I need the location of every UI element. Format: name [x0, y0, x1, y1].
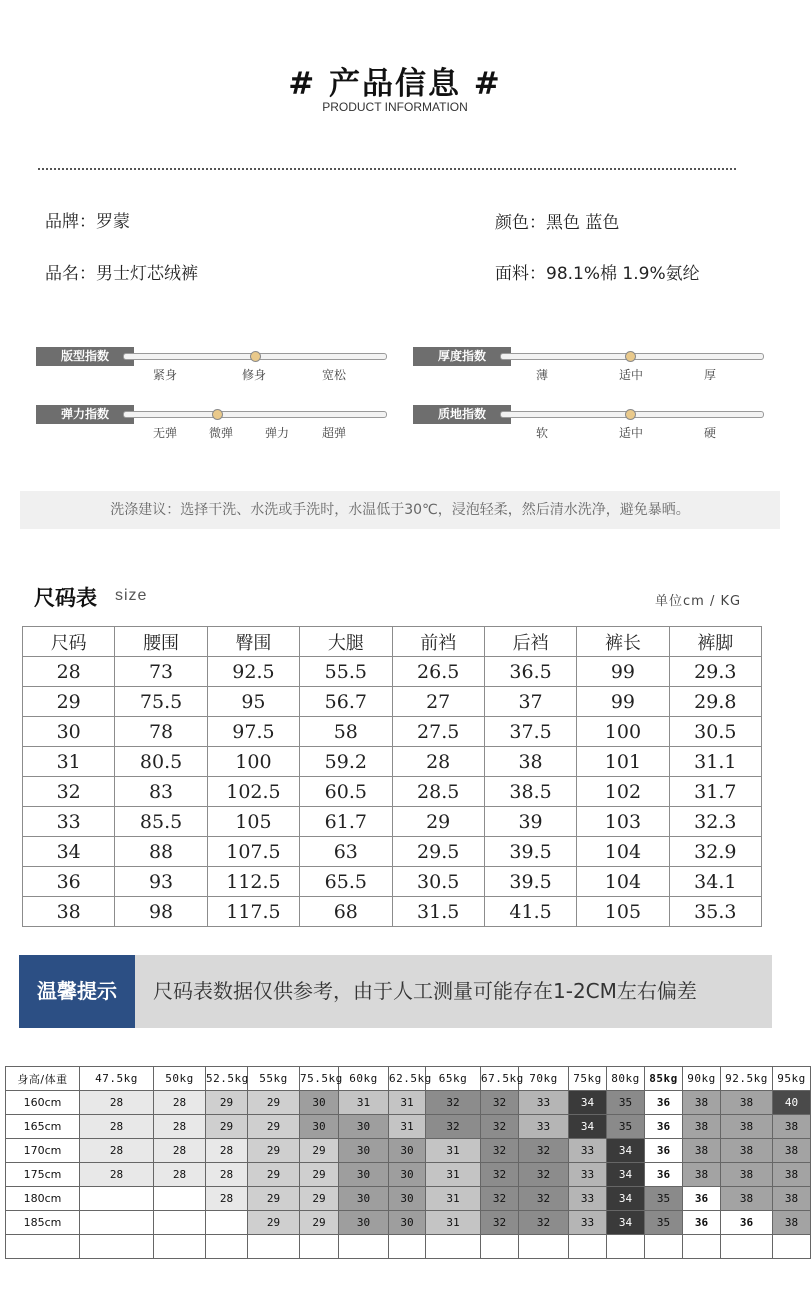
- column-header: 前裆: [392, 627, 484, 657]
- recommended-size-cell: 29: [248, 1163, 300, 1187]
- recommended-size-cell: 29: [248, 1091, 300, 1115]
- recommended-size-cell: 29: [206, 1115, 248, 1139]
- height-header: 165cm: [6, 1115, 80, 1139]
- recommended-size-cell: [683, 1235, 721, 1259]
- table-cell: 55.5: [300, 657, 392, 687]
- table-cell: 30: [23, 717, 115, 747]
- table-cell: 85.5: [115, 807, 207, 837]
- recommended-size-cell: 38: [721, 1091, 773, 1115]
- thickness-index-marker: [625, 351, 636, 362]
- recommended-size-cell: 32: [481, 1139, 519, 1163]
- recommended-size-cell: 34: [607, 1163, 645, 1187]
- table-row: [23, 897, 762, 927]
- recommended-size-cell: 38: [773, 1187, 811, 1211]
- recommended-size-cell: 30: [389, 1163, 426, 1187]
- recommended-size-cell: 36: [645, 1091, 683, 1115]
- recommended-size-cell: [300, 1235, 339, 1259]
- recommended-size-cell: 29: [248, 1139, 300, 1163]
- wash-advice: 洗涤建议：选择干洗、水洗或手洗时，水温低于30℃，浸泡轻柔，然后清水洗净，避免暴晒。: [20, 491, 780, 529]
- weight-header: 92.5kg: [721, 1067, 773, 1091]
- table-cell: 97.5: [207, 717, 299, 747]
- table-cell: 29.5: [392, 837, 484, 867]
- elasticity-index-label: 弹力指数: [36, 405, 134, 424]
- table-row: [23, 747, 762, 777]
- fit-index-marker: [250, 351, 261, 362]
- elasticity-tick: 微弹: [208, 426, 233, 440]
- recommended-size-cell: 30: [339, 1187, 389, 1211]
- recommended-size-cell: 34: [607, 1187, 645, 1211]
- table-cell: 59.2: [300, 747, 392, 777]
- table-cell: 100: [207, 747, 299, 777]
- size-chart-unit: 单位cm / KG: [655, 594, 742, 609]
- recommended-size-cell: 28: [154, 1115, 206, 1139]
- recommended-size-cell: [339, 1235, 389, 1259]
- table-cell: 29: [23, 687, 115, 717]
- table-cell: 34: [23, 837, 115, 867]
- recommended-size-cell: 32: [519, 1139, 569, 1163]
- recommended-size-cell: 38: [683, 1115, 721, 1139]
- table-cell: 83: [115, 777, 207, 807]
- table-cell: 101: [577, 747, 669, 777]
- recommended-size-cell: [645, 1235, 683, 1259]
- recommended-size-cell: 32: [481, 1187, 519, 1211]
- height-header: [6, 1235, 80, 1259]
- table-cell: 29.8: [669, 687, 761, 717]
- recommended-size-cell: 38: [683, 1091, 721, 1115]
- weight-header: 75.5kg: [300, 1067, 339, 1091]
- table-cell: 31.1: [669, 747, 761, 777]
- table-cell: 98: [115, 897, 207, 927]
- recommended-size-cell: 29: [248, 1187, 300, 1211]
- weight-header: 95kg: [773, 1067, 811, 1091]
- weight-header: 90kg: [683, 1067, 721, 1091]
- recommended-size-cell: 32: [519, 1187, 569, 1211]
- brand-info: 品牌：罗蒙: [45, 212, 130, 232]
- recommended-size-cell: [154, 1187, 206, 1211]
- table-cell: 26.5: [392, 657, 484, 687]
- recommended-size-cell: 38: [773, 1211, 811, 1235]
- table-cell: 61.7: [300, 807, 392, 837]
- table-cell: 93: [115, 867, 207, 897]
- recommended-size-cell: 28: [206, 1187, 248, 1211]
- page-subtitle: PRODUCT INFORMATION: [322, 100, 468, 114]
- column-header: 腰围: [115, 627, 207, 657]
- size-table: [22, 626, 762, 927]
- weight-header: 70kg: [519, 1067, 569, 1091]
- recommended-size-cell: 36: [721, 1211, 773, 1235]
- recommended-size-cell: 38: [773, 1139, 811, 1163]
- weight-header: 75kg: [569, 1067, 607, 1091]
- recommended-size-cell: [426, 1235, 481, 1259]
- recommended-size-cell: 28: [80, 1139, 154, 1163]
- recommended-size-cell: 28: [206, 1163, 248, 1187]
- recommended-size-cell: 33: [569, 1163, 607, 1187]
- recommended-size-cell: 31: [426, 1163, 481, 1187]
- recommended-size-cell: [773, 1235, 811, 1259]
- recommended-size-cell: 32: [481, 1163, 519, 1187]
- recommendation-row: [6, 1115, 811, 1139]
- weight-header: 47.5kg: [80, 1067, 154, 1091]
- recommended-size-cell: 36: [683, 1211, 721, 1235]
- fit-index-label: 版型指数: [36, 347, 134, 366]
- table-row: [23, 807, 762, 837]
- recommended-size-cell: [569, 1235, 607, 1259]
- table-cell: 32.9: [669, 837, 761, 867]
- elasticity-tick: 弹力: [264, 426, 289, 440]
- table-cell: 107.5: [207, 837, 299, 867]
- table-cell: 63: [300, 837, 392, 867]
- recommended-size-cell: [80, 1211, 154, 1235]
- table-cell: 88: [115, 837, 207, 867]
- recommended-size-cell: 31: [389, 1091, 426, 1115]
- table-cell: 68: [300, 897, 392, 927]
- texture-index-label: 质地指数: [413, 405, 511, 424]
- size-recommendation-table: [5, 1066, 811, 1259]
- table-cell: 102: [577, 777, 669, 807]
- recommended-size-cell: 28: [206, 1139, 248, 1163]
- recommended-size-cell: 29: [300, 1211, 339, 1235]
- texture-tick: 硬: [703, 426, 716, 440]
- weight-header: 60kg: [339, 1067, 389, 1091]
- recommended-size-cell: 29: [300, 1163, 339, 1187]
- recommended-size-cell: [389, 1235, 426, 1259]
- table-cell: 92.5: [207, 657, 299, 687]
- table-row: [23, 717, 762, 747]
- weight-header: 55kg: [248, 1067, 300, 1091]
- recommended-size-cell: 28: [80, 1115, 154, 1139]
- table-cell: 99: [577, 657, 669, 687]
- recommended-size-cell: [206, 1211, 248, 1235]
- recommended-size-cell: 29: [248, 1211, 300, 1235]
- table-row: [23, 777, 762, 807]
- recommended-size-cell: 32: [481, 1091, 519, 1115]
- recommendation-row: [6, 1187, 811, 1211]
- corner-header: 身高/体重: [6, 1067, 80, 1091]
- table-cell: 34.1: [669, 867, 761, 897]
- table-cell: 36: [23, 867, 115, 897]
- texture-tick: 软: [535, 426, 548, 440]
- size-table-header: [23, 627, 762, 657]
- table-cell: 36.5: [484, 657, 576, 687]
- table-cell: 104: [577, 867, 669, 897]
- table-cell: 75.5: [115, 687, 207, 717]
- recommended-size-cell: 30: [389, 1211, 426, 1235]
- recommended-size-cell: 38: [721, 1163, 773, 1187]
- table-cell: 33: [23, 807, 115, 837]
- thickness-tick: 薄: [535, 368, 548, 382]
- table-cell: 78: [115, 717, 207, 747]
- recommended-size-cell: 31: [339, 1091, 389, 1115]
- table-cell: 28: [392, 747, 484, 777]
- recommended-size-cell: 28: [154, 1139, 206, 1163]
- table-cell: 38.5: [484, 777, 576, 807]
- table-cell: 95: [207, 687, 299, 717]
- recommended-size-cell: 30: [339, 1211, 389, 1235]
- table-cell: 28.5: [392, 777, 484, 807]
- height-header: 180cm: [6, 1187, 80, 1211]
- table-row: [23, 687, 762, 717]
- table-cell: 38: [23, 897, 115, 927]
- recommendation-row: [6, 1163, 811, 1187]
- recommended-size-cell: 31: [426, 1187, 481, 1211]
- recommended-size-cell: [248, 1235, 300, 1259]
- recommended-size-cell: 30: [389, 1187, 426, 1211]
- recommended-size-cell: 32: [426, 1115, 481, 1139]
- size-chart-title: 尺码表: [34, 586, 97, 610]
- recommended-size-cell: 29: [300, 1187, 339, 1211]
- table-cell: 80.5: [115, 747, 207, 777]
- column-header: 尺码: [23, 627, 115, 657]
- table-cell: 39.5: [484, 837, 576, 867]
- table-cell: 73: [115, 657, 207, 687]
- column-header: 大腿: [300, 627, 392, 657]
- size-chart-title-en: size: [115, 587, 148, 604]
- table-cell: 105: [577, 897, 669, 927]
- table-cell: 28: [23, 657, 115, 687]
- table-cell: 37: [484, 687, 576, 717]
- thickness-index-label: 厚度指数: [413, 347, 511, 366]
- table-cell: 103: [577, 807, 669, 837]
- table-cell: 31.5: [392, 897, 484, 927]
- texture-index-marker: [625, 409, 636, 420]
- recommended-size-cell: 36: [645, 1115, 683, 1139]
- table-cell: 32.3: [669, 807, 761, 837]
- fit-tick: 紧身: [152, 368, 177, 382]
- elasticity-tick: 无弹: [152, 426, 177, 440]
- page-title: # 产品信息 #: [288, 66, 502, 102]
- recommended-size-cell: 28: [154, 1163, 206, 1187]
- recommended-size-cell: 35: [645, 1211, 683, 1235]
- table-cell: 27.5: [392, 717, 484, 747]
- dotted-divider: [38, 168, 736, 170]
- recommended-size-cell: [481, 1235, 519, 1259]
- recommended-size-cell: 34: [607, 1139, 645, 1163]
- height-header: 160cm: [6, 1091, 80, 1115]
- table-cell: 31.7: [669, 777, 761, 807]
- table-cell: 35.3: [669, 897, 761, 927]
- table-row: [23, 657, 762, 687]
- recommended-size-cell: 32: [519, 1211, 569, 1235]
- recommended-size-cell: [80, 1187, 154, 1211]
- recommended-size-cell: 31: [426, 1211, 481, 1235]
- table-row: [23, 867, 762, 897]
- recommended-size-cell: 32: [426, 1091, 481, 1115]
- table-cell: 41.5: [484, 897, 576, 927]
- table-cell: 100: [577, 717, 669, 747]
- table-cell: 99: [577, 687, 669, 717]
- recommended-size-cell: 29: [248, 1115, 300, 1139]
- weight-header: 62.5kg: [389, 1067, 426, 1091]
- recommended-size-cell: 38: [773, 1115, 811, 1139]
- recommended-size-cell: 35: [607, 1115, 645, 1139]
- table-cell: 105: [207, 807, 299, 837]
- recommended-size-cell: 29: [300, 1139, 339, 1163]
- recommendation-row: [6, 1139, 811, 1163]
- weight-header: 50kg: [154, 1067, 206, 1091]
- recommended-size-cell: 33: [569, 1211, 607, 1235]
- table-cell: 30.5: [669, 717, 761, 747]
- weight-header: 65kg: [426, 1067, 481, 1091]
- recommended-size-cell: 38: [721, 1139, 773, 1163]
- table-cell: 58: [300, 717, 392, 747]
- recommended-size-cell: 38: [773, 1163, 811, 1187]
- thickness-tick: 适中: [618, 368, 643, 382]
- table-cell: 117.5: [207, 897, 299, 927]
- weight-header: 85kg: [645, 1067, 683, 1091]
- table-cell: 29.3: [669, 657, 761, 687]
- recommended-size-cell: 30: [300, 1091, 339, 1115]
- recommended-size-cell: 31: [389, 1115, 426, 1139]
- recommended-size-cell: [607, 1235, 645, 1259]
- recommended-size-cell: 36: [645, 1163, 683, 1187]
- texture-tick: 适中: [618, 426, 643, 440]
- table-cell: 102.5: [207, 777, 299, 807]
- table-cell: 65.5: [300, 867, 392, 897]
- recommended-size-cell: 38: [683, 1163, 721, 1187]
- table-cell: 39.5: [484, 867, 576, 897]
- recommended-size-cell: [80, 1235, 154, 1259]
- recommended-size-cell: [154, 1235, 206, 1259]
- recommended-size-cell: 38: [721, 1187, 773, 1211]
- recommendation-row: [6, 1211, 811, 1235]
- height-header: 170cm: [6, 1139, 80, 1163]
- recommended-size-cell: 30: [339, 1163, 389, 1187]
- elasticity-index-track: [123, 411, 387, 418]
- recommended-size-cell: 38: [683, 1139, 721, 1163]
- recommended-size-cell: 34: [607, 1211, 645, 1235]
- recommended-size-cell: 34: [569, 1115, 607, 1139]
- table-cell: 104: [577, 837, 669, 867]
- recommended-size-cell: 28: [80, 1163, 154, 1187]
- recommended-size-cell: 32: [519, 1163, 569, 1187]
- fit-tick: 宽松: [321, 368, 346, 382]
- recommended-size-cell: 28: [80, 1091, 154, 1115]
- recommended-size-cell: 30: [300, 1115, 339, 1139]
- weight-header: 67.5kg: [481, 1067, 519, 1091]
- recommended-size-cell: [154, 1211, 206, 1235]
- table-cell: 32: [23, 777, 115, 807]
- column-header: 裤脚: [669, 627, 761, 657]
- table-cell: 112.5: [207, 867, 299, 897]
- recommended-size-cell: 28: [154, 1091, 206, 1115]
- column-header: 臀围: [207, 627, 299, 657]
- recommended-size-cell: 34: [569, 1091, 607, 1115]
- elasticity-tick: 超弹: [321, 426, 346, 440]
- color-info: 颜色：黑色 蓝色: [495, 213, 620, 233]
- recommended-size-cell: 40: [773, 1091, 811, 1115]
- recommended-size-cell: 29: [206, 1091, 248, 1115]
- table-cell: 38: [484, 747, 576, 777]
- height-header: 185cm: [6, 1211, 80, 1235]
- weight-header: 80kg: [607, 1067, 645, 1091]
- table-cell: 30.5: [392, 867, 484, 897]
- weight-header: 52.5kg: [206, 1067, 248, 1091]
- recommended-size-cell: 36: [645, 1139, 683, 1163]
- recommended-size-cell: 31: [426, 1139, 481, 1163]
- recommendation-row: [6, 1091, 811, 1115]
- recommended-size-cell: 36: [683, 1187, 721, 1211]
- table-cell: 29: [392, 807, 484, 837]
- column-header: 后裆: [484, 627, 576, 657]
- recommended-size-cell: 38: [721, 1115, 773, 1139]
- table-cell: 39: [484, 807, 576, 837]
- column-header: 裤长: [577, 627, 669, 657]
- table-cell: 27: [392, 687, 484, 717]
- tip-label: 温馨提示: [19, 955, 135, 1028]
- table-cell: 31: [23, 747, 115, 777]
- table-cell: 37.5: [484, 717, 576, 747]
- elasticity-index-marker: [212, 409, 223, 420]
- height-header: 175cm: [6, 1163, 80, 1187]
- recommended-size-cell: [206, 1235, 248, 1259]
- recommendation-row: [6, 1235, 811, 1259]
- recommended-size-cell: 33: [519, 1091, 569, 1115]
- recommended-size-cell: 30: [339, 1115, 389, 1139]
- thickness-tick: 厚: [703, 368, 716, 382]
- fabric-info: 面料：98.1%棉 1.9%氨纶: [495, 264, 700, 284]
- recommended-size-cell: 35: [607, 1091, 645, 1115]
- recommended-size-cell: 30: [339, 1139, 389, 1163]
- recommended-size-cell: 32: [481, 1115, 519, 1139]
- table-cell: 56.7: [300, 687, 392, 717]
- tip-text: 尺码表数据仅供参考，由于人工测量可能存在1-2CM左右偏差: [135, 955, 772, 1028]
- product-name-info: 品名：男士灯芯绒裤: [45, 264, 198, 284]
- recommended-size-cell: 35: [645, 1187, 683, 1211]
- recommended-size-cell: 33: [569, 1139, 607, 1163]
- recommended-size-cell: 30: [389, 1139, 426, 1163]
- table-cell: 60.5: [300, 777, 392, 807]
- fit-tick: 修身: [241, 368, 266, 382]
- recommended-size-cell: 33: [569, 1187, 607, 1211]
- recommendation-header: [6, 1067, 811, 1091]
- recommended-size-cell: 32: [481, 1211, 519, 1235]
- recommended-size-cell: [519, 1235, 569, 1259]
- recommended-size-cell: [721, 1235, 773, 1259]
- table-row: [23, 837, 762, 867]
- recommended-size-cell: 33: [519, 1115, 569, 1139]
